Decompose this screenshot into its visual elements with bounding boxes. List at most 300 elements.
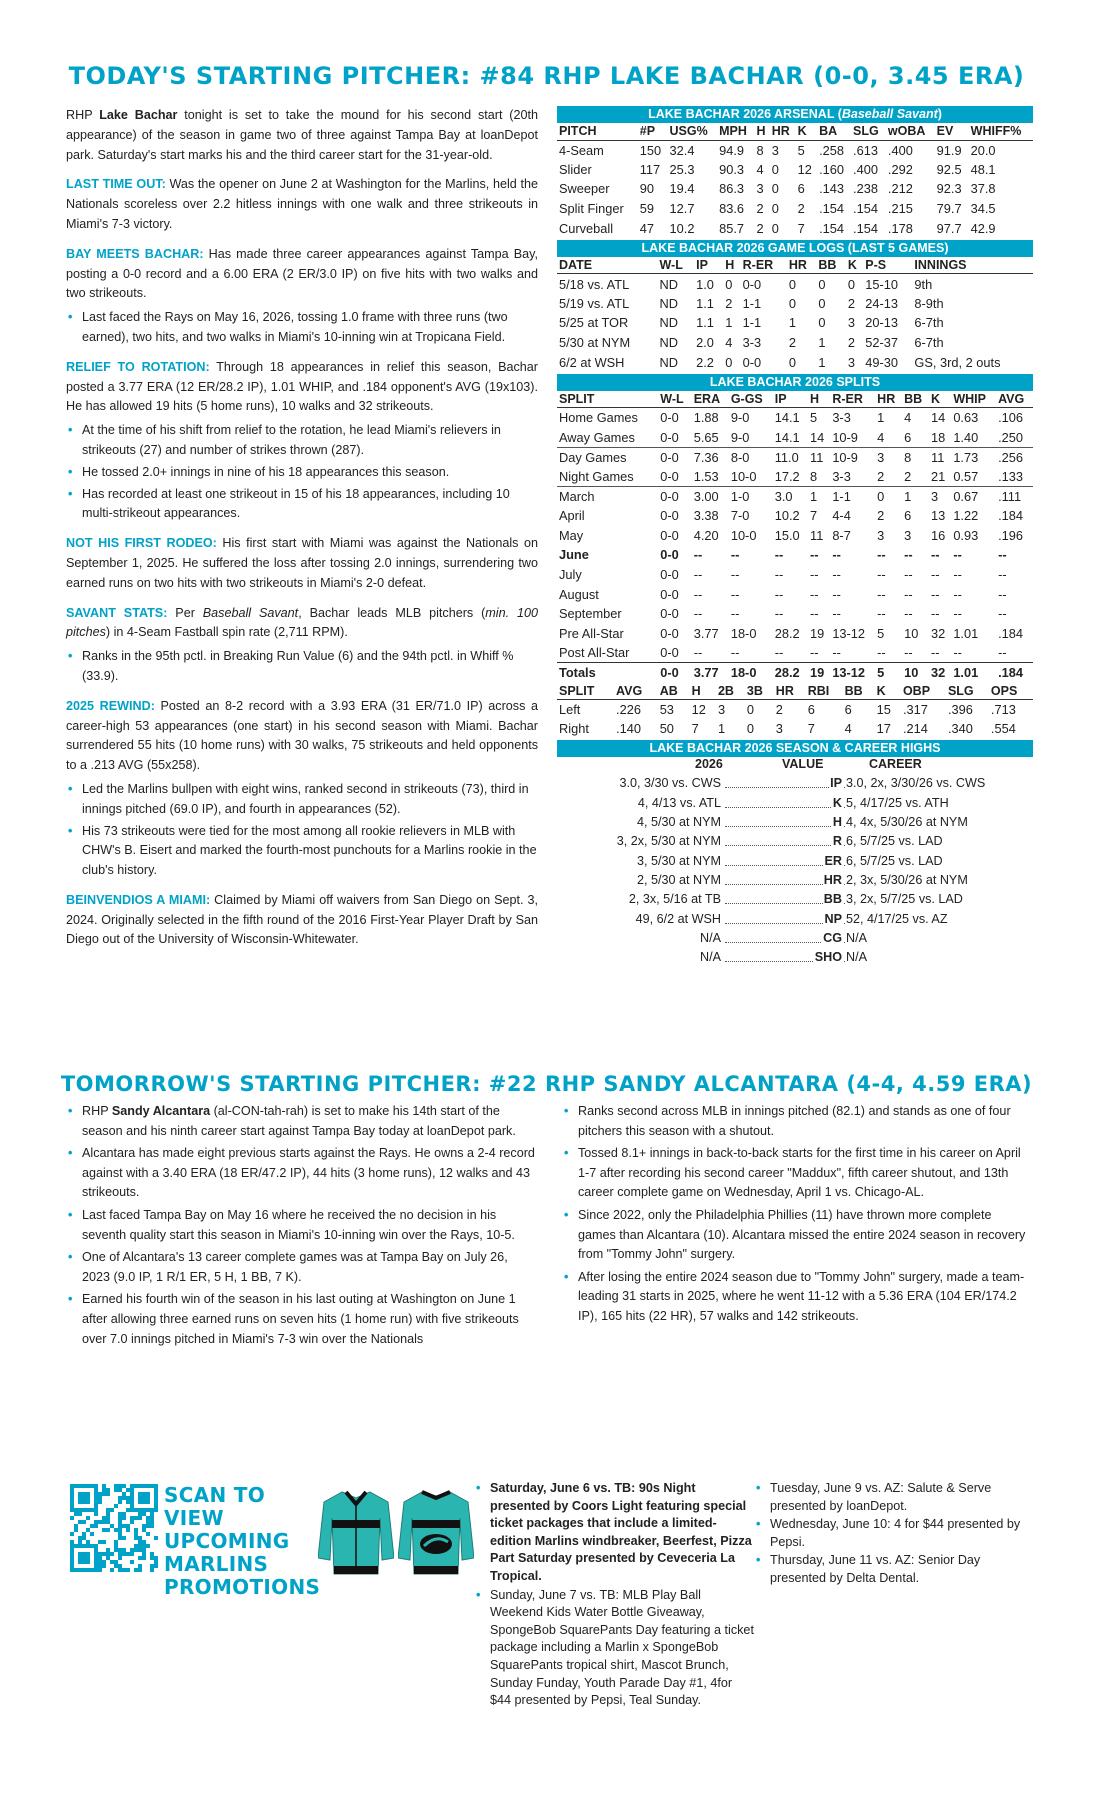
arsenal-cell: 37.8 (970, 181, 996, 197)
arsenal-header: H (754, 123, 769, 140)
highs-2026: 4, 5/30 at NYM (637, 815, 721, 830)
windbreaker-front-image (318, 1488, 394, 1576)
splits-cell: 17.2 (773, 467, 808, 487)
gamelogs-cell: 2 (847, 335, 855, 351)
splits-header: BB (902, 391, 929, 408)
highs-row (557, 813, 1033, 832)
relief-bullet: • At the time of his shift from relief to the rotation, he lead Miami's relievers in strikeouts (27) and number of strikes thrown (287). (66, 421, 538, 461)
arsenal-cell: 85.7 (719, 220, 745, 236)
lr-cell: .226 (616, 701, 641, 717)
highs-stat: H (832, 813, 843, 832)
arsenal-table (557, 123, 1033, 238)
splits-cell: Day Games (559, 449, 627, 465)
splits-cell: .106 (998, 410, 1023, 426)
splits-cell: 18-0 (729, 663, 773, 683)
lr-cell: 50 (659, 721, 674, 737)
arsenal-cell: Sweeper (559, 181, 610, 197)
splits-header: IP (773, 391, 808, 408)
alcantara-bullet: • Ranks second across MLB in innings pitched (82.1) and stands as one of four pitchers this season with a shutout. (562, 1102, 1032, 1141)
table-row (557, 408, 1033, 428)
lr-header: 2B (716, 682, 745, 699)
qr-code-icon[interactable] (70, 1484, 158, 1572)
splits-cell: -- (832, 586, 841, 602)
lr-header: AVG (614, 682, 658, 699)
splits-cell: 3 (877, 449, 885, 465)
lr-cell: .554 (990, 721, 1016, 737)
arsenal-cell: .400 (887, 142, 913, 158)
splits-cell: 11 (931, 449, 945, 465)
gamelogs-cell: 0-0 (742, 276, 762, 292)
bachar-narrative (66, 106, 538, 960)
gamelogs-header: IP (694, 257, 723, 274)
arsenal-cell: 91.9 (936, 142, 962, 158)
splits-header: R-ER (830, 391, 875, 408)
arsenal-cell: 59 (639, 201, 654, 217)
splits-cell: 0.63 (953, 410, 979, 426)
splits-cell: 5.65 (692, 428, 729, 448)
splits-cell: Away Games (557, 428, 658, 448)
splits-cell: -- (810, 547, 819, 563)
splits-cell: 13-12 (832, 625, 866, 641)
rewind-bullet: • His 73 strikeouts were tied for the most among all rookie relievers in MLB with CHW's B. Eisert and marked the fourth-most punchouts for a Marlins rookie in the club's history. (66, 822, 538, 881)
table-row (557, 199, 1033, 219)
gamelogs-header: P-S (863, 257, 912, 274)
arsenal-cell: 2 (797, 201, 805, 217)
alcantara-bullet: • Earned his fourth win of the season in his last outing at Washington on June 1 after allowing three earned runs on seven hits (1 home run) with five strikeouts over 7.0 innings pitched in Miami's 7-3 win over the Nationals (66, 1290, 536, 1349)
highs-row (557, 910, 1033, 929)
splits-cell: -- (998, 606, 1007, 622)
splits-cell: 15.0 (774, 527, 800, 543)
splits-cell: Totals (557, 663, 658, 683)
highs-2026: 3, 2x, 5/30 at NYM (616, 834, 721, 849)
highs-career: 6, 5/7/25 vs. LAD (845, 852, 943, 871)
arsenal-header: EV (935, 123, 969, 140)
splits-cell: 0-0 (660, 449, 679, 465)
splits-cell: July (559, 566, 582, 582)
lr-cell: 4 (844, 721, 852, 737)
arsenal-cell: 25.3 (669, 161, 695, 177)
gamelogs-cell: 1 (725, 315, 733, 331)
splits-cell: -- (810, 566, 819, 582)
splits-cell: 3.0 (774, 488, 793, 504)
highs-list (557, 774, 1033, 984)
pitcher-name: Lake Bachar (99, 108, 178, 122)
arsenal-header: MPH (717, 123, 754, 140)
splits-header: W-L (658, 391, 691, 408)
splits-cell: -- (904, 547, 913, 563)
splits-cell: -- (953, 586, 962, 602)
alcantara-right (562, 1102, 1032, 1330)
lr-splits-table (557, 682, 1033, 738)
promo-right (756, 1480, 1026, 1589)
relief-to-rotation: RELIEF TO ROTATION: Through 18 appearances in relief this season, Bachar posted a 3.77 ERA (12 ER/28.2 IP), 1.01 WHIP, and .184 opponent's AVG (19x103). He has allowed 19 hits (5 home runs), 10 walks and 32 strikeouts. (66, 359, 538, 414)
splits-cell: -- (877, 586, 886, 602)
lr-cell: .396 (947, 701, 973, 717)
arsenal-cell: .258 (819, 142, 844, 158)
splits-cell: 7 (810, 508, 818, 524)
splits-cell: 18-0 (730, 625, 757, 641)
splits-cell: 28.2 (774, 625, 800, 641)
table-row (557, 506, 1033, 526)
splits-cell: -- (730, 586, 740, 602)
splits-cell: 10-9 (832, 449, 858, 465)
gamelogs-header: R-ER (741, 257, 787, 274)
arsenal-header: WHIFF% (969, 123, 1033, 140)
highs-career: 2, 3x, 5/30/26 at NYM (845, 871, 968, 890)
splits-cell: 5 (877, 625, 885, 641)
splits-cell: -- (931, 606, 940, 622)
arsenal-cell: .154 (819, 220, 844, 236)
promo-item[interactable]: • Thursday, June 11 vs. AZ: Senior Day presented by Delta Dental. (756, 1552, 1026, 1587)
table-row (557, 565, 1033, 585)
splits-header: AVG (996, 391, 1033, 408)
arsenal-header: USG% (668, 123, 718, 140)
highs-career: N/A (845, 929, 867, 948)
gamelogs-cell: 2.0 (696, 335, 714, 351)
gamelogs-cell: 1 (788, 315, 796, 331)
arsenal-cell: 6 (797, 181, 805, 197)
table-row (557, 313, 1033, 333)
highs-stat: ER (824, 852, 844, 871)
table-row (557, 719, 1033, 739)
splits-cell: 0.93 (953, 527, 979, 543)
splits-cell: September (559, 606, 622, 622)
arsenal-cell: 4 (756, 161, 764, 177)
lr-header: AB (658, 682, 690, 699)
gamelogs-cell: 5/18 vs. ATL (559, 276, 630, 292)
table-row (557, 623, 1033, 643)
splits-cell: -- (730, 566, 740, 582)
highs-career: 6, 5/7/25 vs. LAD (845, 832, 943, 851)
splits-cell: May (559, 527, 584, 543)
splits-cell: .196 (998, 527, 1023, 543)
lr-cell: .140 (616, 721, 641, 737)
splits-header: SPLIT (557, 391, 658, 408)
splits-cell: 0-0 (660, 508, 679, 524)
gamelogs-cell: 3-3 (742, 335, 762, 351)
splits-cell: 1.22 (953, 508, 979, 524)
arsenal-cell: 42.9 (970, 220, 996, 236)
lr-header: K (875, 682, 901, 699)
splits-cell: .184 (998, 625, 1023, 641)
gamelogs-cell: 2.2 (696, 354, 714, 370)
lr-header: OBP (901, 682, 946, 699)
arsenal-header: PITCH (557, 123, 638, 140)
splits-cell: 10-0 (730, 527, 757, 543)
arsenal-header: HR (770, 123, 796, 140)
splits-cell: 0 (877, 488, 885, 504)
arsenal-header: #P (638, 123, 668, 140)
arsenal-cell: 79.7 (936, 201, 962, 217)
lr-cell: 7 (691, 721, 699, 737)
arsenal-cell: .143 (819, 181, 844, 197)
splits-cell: 0-0 (658, 663, 691, 683)
alcantara-bullet: • One of Alcantara's 13 career complete games was at Tampa Bay on July 26, 2023 (9.0 IP, 1 R/1 ER, 5 H, 1 BB, 7 K). (66, 1248, 536, 1287)
bay-meets-bachar: BAY MEETS BACHAR: Has made three career appearances against Tampa Bay, posting a 0-0 record and a 6.00 ERA (2 ER/3.0 IP) on five hits with two walks and two strikeouts. (66, 246, 538, 301)
gamelogs-cell: 2 (847, 295, 855, 311)
gamelogs-cell: 1-1 (742, 315, 762, 331)
highs-career: 52, 4/17/25 vs. AZ (845, 910, 948, 929)
highs-career: 3.0, 2x, 3/30/26 vs. CWS (845, 774, 985, 793)
gamelogs-cell: 0-0 (742, 354, 762, 370)
arsenal-cell: 3 (771, 142, 779, 158)
highs-2026: 3.0, 3/30 vs. CWS (619, 776, 721, 791)
relief-bullet: • Has recorded at least one strikeout in 15 of his 18 appearances, including 10 multi-strikeout appearances. (66, 485, 538, 525)
gamelogs-cell: 0 (818, 276, 826, 292)
table-row (557, 447, 1033, 467)
gamelogs-title: LAKE BACHAR 2026 GAME LOGS (LAST 5 GAMES) (557, 240, 1033, 257)
gamelogs-cell: 8-9th (914, 295, 944, 311)
splits-cell: 0-0 (660, 410, 679, 426)
splits-cell: 3-3 (830, 467, 875, 487)
highs-2026: N/A (700, 930, 721, 945)
stats-column (557, 106, 1033, 984)
arsenal-cell: 150 (639, 142, 662, 158)
splits-header: HR (875, 391, 902, 408)
alcantara-bullet: • RHP Sandy Alcantara (al-CON-tah-rah) is set to make his 14th start of the season and his ninth career start against Tampa Bay today at loanDepot park. (66, 1102, 536, 1141)
lr-cell: .317 (902, 701, 928, 717)
splits-cell: Night Games (557, 467, 658, 487)
highs-stat: IP (829, 774, 843, 793)
gamelogs-cell: GS, 3rd, 2 outs (914, 354, 1001, 370)
splits-cell: .111 (998, 488, 1022, 504)
today-title: TODAY'S STARTING PITCHER: #84 RHP LAKE BACHAR (0-0, 3.45 ERA) (68, 62, 1025, 90)
highs-stat: HR (823, 871, 843, 890)
splits-cell: 1.01 (953, 625, 979, 641)
lr-header: SLG (946, 682, 989, 699)
arsenal-cell: .613 (853, 142, 878, 158)
splits-cell: Home Games (559, 410, 638, 426)
splits-cell: 4-4 (832, 508, 851, 524)
splits-cell: 6 (902, 428, 929, 448)
splits-cell: -- (832, 547, 841, 563)
intro-paragraph: RHP Lake Bachar tonight is set to take the mound for his second start (20th appearance) of the season in game two of three against Tampa Bay at loanDepot park. Saturday's start marks his and the third career start for the 31-year-old. (66, 108, 538, 162)
splits-cell: April (559, 508, 585, 524)
splits-cell: 0-0 (658, 428, 691, 448)
arsenal-cell: 12 (797, 161, 812, 177)
lr-cell: 3 (775, 721, 783, 737)
splits-cell: -- (904, 645, 913, 661)
splits-cell: -- (832, 606, 841, 622)
splits-cell: -- (693, 586, 703, 602)
splits-cell: -- (904, 606, 913, 622)
totals-row (557, 663, 1033, 683)
last-time-out: LAST TIME OUT: Was the opener on June 2 at Washington for the Marlins, held the Nationals scoreless over 2.2 hitless innings with one walk and three strikeouts in Miami's 7-3 victory. (66, 177, 538, 231)
splits-cell: -- (953, 645, 962, 661)
gamelogs-cell: 1-1 (742, 295, 762, 311)
splits-cell: .250 (996, 428, 1033, 448)
gamelogs-cell: 0 (725, 276, 733, 292)
splits-cell: 0-0 (660, 547, 679, 563)
splits-cell: 14.1 (774, 410, 800, 426)
splits-cell: June (559, 547, 589, 563)
splits-cell: 3 (931, 488, 939, 504)
gamelogs-header: HR (787, 257, 817, 274)
splits-cell: -- (810, 606, 819, 622)
splits-cell: 2 (875, 467, 902, 487)
alcantara-left (66, 1102, 536, 1352)
gamelogs-cell: 6-7th (914, 315, 944, 331)
lr-cell: 15 (876, 701, 891, 717)
highs-row (557, 852, 1033, 871)
arsenal-cell: 3 (756, 181, 764, 197)
splits-cell: -- (774, 645, 784, 661)
table-row (557, 526, 1033, 546)
arsenal-cell: 83.6 (719, 201, 745, 217)
highs-career: 3, 2x, 5/7/25 vs. LAD (845, 890, 963, 909)
gamelogs-cell: 49-30 (865, 354, 899, 370)
arsenal-header: wOBA (886, 123, 935, 140)
arsenal-cell: 47 (639, 220, 654, 236)
arsenal-cell: 4-Seam (559, 142, 604, 158)
table-row (557, 274, 1033, 294)
splits-cell: -- (730, 645, 740, 661)
arsenal-cell: 0 (771, 181, 779, 197)
gamelogs-cell: ND (659, 335, 678, 351)
arsenal-cell: .154 (853, 201, 878, 217)
splits-cell: -- (953, 566, 962, 582)
highs-2026: 49, 6/2 at WSH (635, 911, 721, 926)
splits-cell: -- (931, 645, 940, 661)
splits-cell: August (559, 586, 599, 602)
splits-cell: -- (730, 606, 740, 622)
gamelogs-cell: 52-37 (865, 335, 899, 351)
table-row (557, 428, 1033, 448)
table-row (557, 643, 1033, 663)
splits-cell: 0.67 (953, 488, 979, 504)
splits-cell: March (559, 488, 595, 504)
splits-cell: -- (904, 566, 913, 582)
gamelogs-cell: 6/2 at WSH (559, 354, 625, 370)
gamelogs-cell: 20-13 (865, 315, 899, 331)
promo-item[interactable]: • Sunday, June 7 vs. TB: MLB Play Ball Weekend Kids Water Bottle Giveaway, SpongeBob SquarePants Day featuring a ticket package including a Marlin x SpongeBob SquarePants tropical shirt, Mascot Brunch, Sunday Funday, Youth Parade Day #1, 4for $44 presented by Pepsi, Teal Sunday. (476, 1587, 754, 1710)
splits-cell: 8 (904, 449, 912, 465)
splits-cell: -- (998, 566, 1007, 582)
gamelogs-header: DATE (557, 257, 658, 274)
splits-cell: 2 (877, 508, 885, 524)
highs-title: LAKE BACHAR 2026 SEASON & CAREER HIGHS (557, 740, 1033, 757)
lr-header: 3B (745, 682, 774, 699)
highs-row (557, 890, 1033, 909)
splits-cell: -- (832, 566, 841, 582)
gamelogs-cell: ND (659, 276, 678, 292)
arsenal-cell: .154 (819, 201, 844, 217)
arsenal-cell: 32.4 (669, 142, 695, 158)
lr-cell: 0 (746, 701, 755, 717)
splits-cell: 8-0 (730, 449, 750, 465)
splits-cell: 10-0 (729, 467, 773, 487)
splits-cell: 8-7 (832, 527, 851, 543)
splits-cell: 0-0 (658, 467, 691, 487)
arsenal-cell: 0 (771, 201, 779, 217)
splits-header: H (808, 391, 830, 408)
bay-bullet: • Last faced the Rays on May 16, 2026, tossing 1.0 frame with three runs (two earned), two hits, and two walks in Miami's 10-inning win at Tropicana Field. (66, 308, 538, 348)
highs-stat: NP (824, 910, 844, 929)
splits-cell: -- (877, 645, 886, 661)
splits-cell: 0.57 (951, 467, 996, 487)
highs-row (557, 929, 1033, 948)
splits-cell: 32 (929, 663, 951, 683)
table-row (557, 699, 1033, 719)
alcantara-bullet: • Tossed 8.1+ innings in back-to-back starts for the first time in his career on April 1-7 after recording his second career "Maddux", fifth career shutout, and 13th career complete game on Wednesday, April 1 vs. Chicago-AL. (562, 1144, 1032, 1203)
arsenal-cell: 10.2 (669, 220, 695, 236)
splits-header: WHIP (951, 391, 996, 408)
arsenal-cell: 48.1 (970, 161, 996, 177)
lr-cell: 2 (775, 701, 783, 717)
splits-cell: 10 (904, 625, 919, 641)
lr-cell: 1 (717, 721, 726, 737)
arsenal-cell: 34.5 (970, 201, 996, 217)
splits-cell: 1.01 (951, 663, 996, 683)
splits-cell: .184 (998, 508, 1023, 524)
splits-header: ERA (692, 391, 729, 408)
splits-cell: 3.77 (693, 625, 719, 641)
splits-cell: 2 (902, 467, 929, 487)
rewind-bullet: • Led the Marlins bullpen with eight wins, ranked second in strikeouts (73), third in innings pitched (69.0 IP), and fourth in appearances (52). (66, 780, 538, 820)
splits-cell: 1.40 (951, 428, 996, 448)
lr-header: HR (774, 682, 806, 699)
splits-cell: -- (693, 566, 703, 582)
splits-cell: 11.0 (774, 449, 799, 465)
splits-cell: 16 (931, 527, 946, 543)
scan-promo-text: SCAN TO VIEW UPCOMING MARLINS PROMOTIONS (164, 1483, 321, 1599)
highs-2026: 3, 5/30 at NYM (637, 853, 721, 868)
gamelogs-header: INNINGS (912, 257, 1033, 274)
highs-stat: CG (822, 929, 843, 948)
gamelogs-header: BB (816, 257, 846, 274)
gamelogs-cell: 2 (788, 335, 796, 351)
gamelogs-cell: 1 (818, 335, 826, 351)
highs-career: 4, 4x, 5/30/26 at NYM (845, 813, 968, 832)
splits-cell: 5 (810, 410, 818, 426)
splits-cell: 8 (808, 467, 830, 487)
highs-2026: 2, 5/30 at NYM (637, 872, 721, 887)
splits-cell: 4 (875, 428, 902, 448)
splits-cell: 0-0 (660, 625, 679, 641)
splits-cell: 0-0 (660, 566, 679, 582)
promo-item[interactable]: • Wednesday, June 10: 4 for $44 presented by Pepsi. (756, 1516, 1026, 1551)
splits-cell: 9-0 (730, 410, 750, 426)
gamelogs-cell: 3 (847, 315, 855, 331)
lr-cell: 53 (659, 701, 674, 717)
bienvenidos: BEINVENDIOS A MIAMI: Claimed by Miami off waivers from San Diego on Sept. 3, 2024. Originally selected in the fifth round of the 2016 First-Year Player Draft by San Diego out of the University of Wisconsin-Whitewater. (66, 892, 538, 947)
splits-cell: -- (810, 645, 819, 661)
savant-stats: SAVANT STATS: Per Baseball Savant, Bachar leads MLB pitchers (min. 100 pitches) in 4-Seam Fastball spin rate (2,711 RPM). (66, 605, 538, 640)
highs-2026: 4, 4/13 vs. ATL (637, 795, 721, 810)
relief-bullet: • He tossed 2.0+ innings in nine of his 18 appearances this season. (66, 463, 538, 483)
table-row (557, 467, 1033, 487)
promo-item[interactable]: • Tuesday, June 9 vs. AZ: Salute & Serve presented by loanDepot. (756, 1480, 1026, 1515)
promo-item[interactable]: • Saturday, June 6 vs. TB: 90s Night presented by Coors Light featuring special ticket packages that include a limited-edition Marlins windbreaker, Beerfest, Pizza Part Saturday presented by Ceveceria La Tropical. (476, 1480, 754, 1586)
splits-cell: -- (931, 566, 940, 582)
lr-cell: .713 (990, 701, 1016, 717)
lr-header: SPLIT (557, 682, 614, 699)
splits-cell: 14 (808, 428, 830, 448)
arsenal-header: K (796, 123, 817, 140)
splits-cell: -- (931, 586, 940, 602)
promo-left (476, 1480, 754, 1711)
splits-cell: 11 (810, 449, 824, 465)
splits-cell: 14 (931, 410, 946, 426)
lr-cell: 6 (807, 701, 815, 717)
splits-cell: 3 (904, 527, 912, 543)
splits-cell: -- (810, 586, 819, 602)
alcantara-bullet: • After losing the entire 2024 season due to "Tommy John" surgery, made a team-leading 31 starts in 2025, where he went 11-12 with a 5.36 ERA (104 ER/174.2 IP), 165 hits (22 HR), 57 walks and 142 strikeouts. (562, 1268, 1032, 1327)
splits-cell: 1-0 (730, 488, 750, 504)
arsenal-header: BA (817, 123, 851, 140)
gamelogs-cell: 9th (914, 276, 933, 292)
splits-cell: 13 (931, 508, 946, 524)
